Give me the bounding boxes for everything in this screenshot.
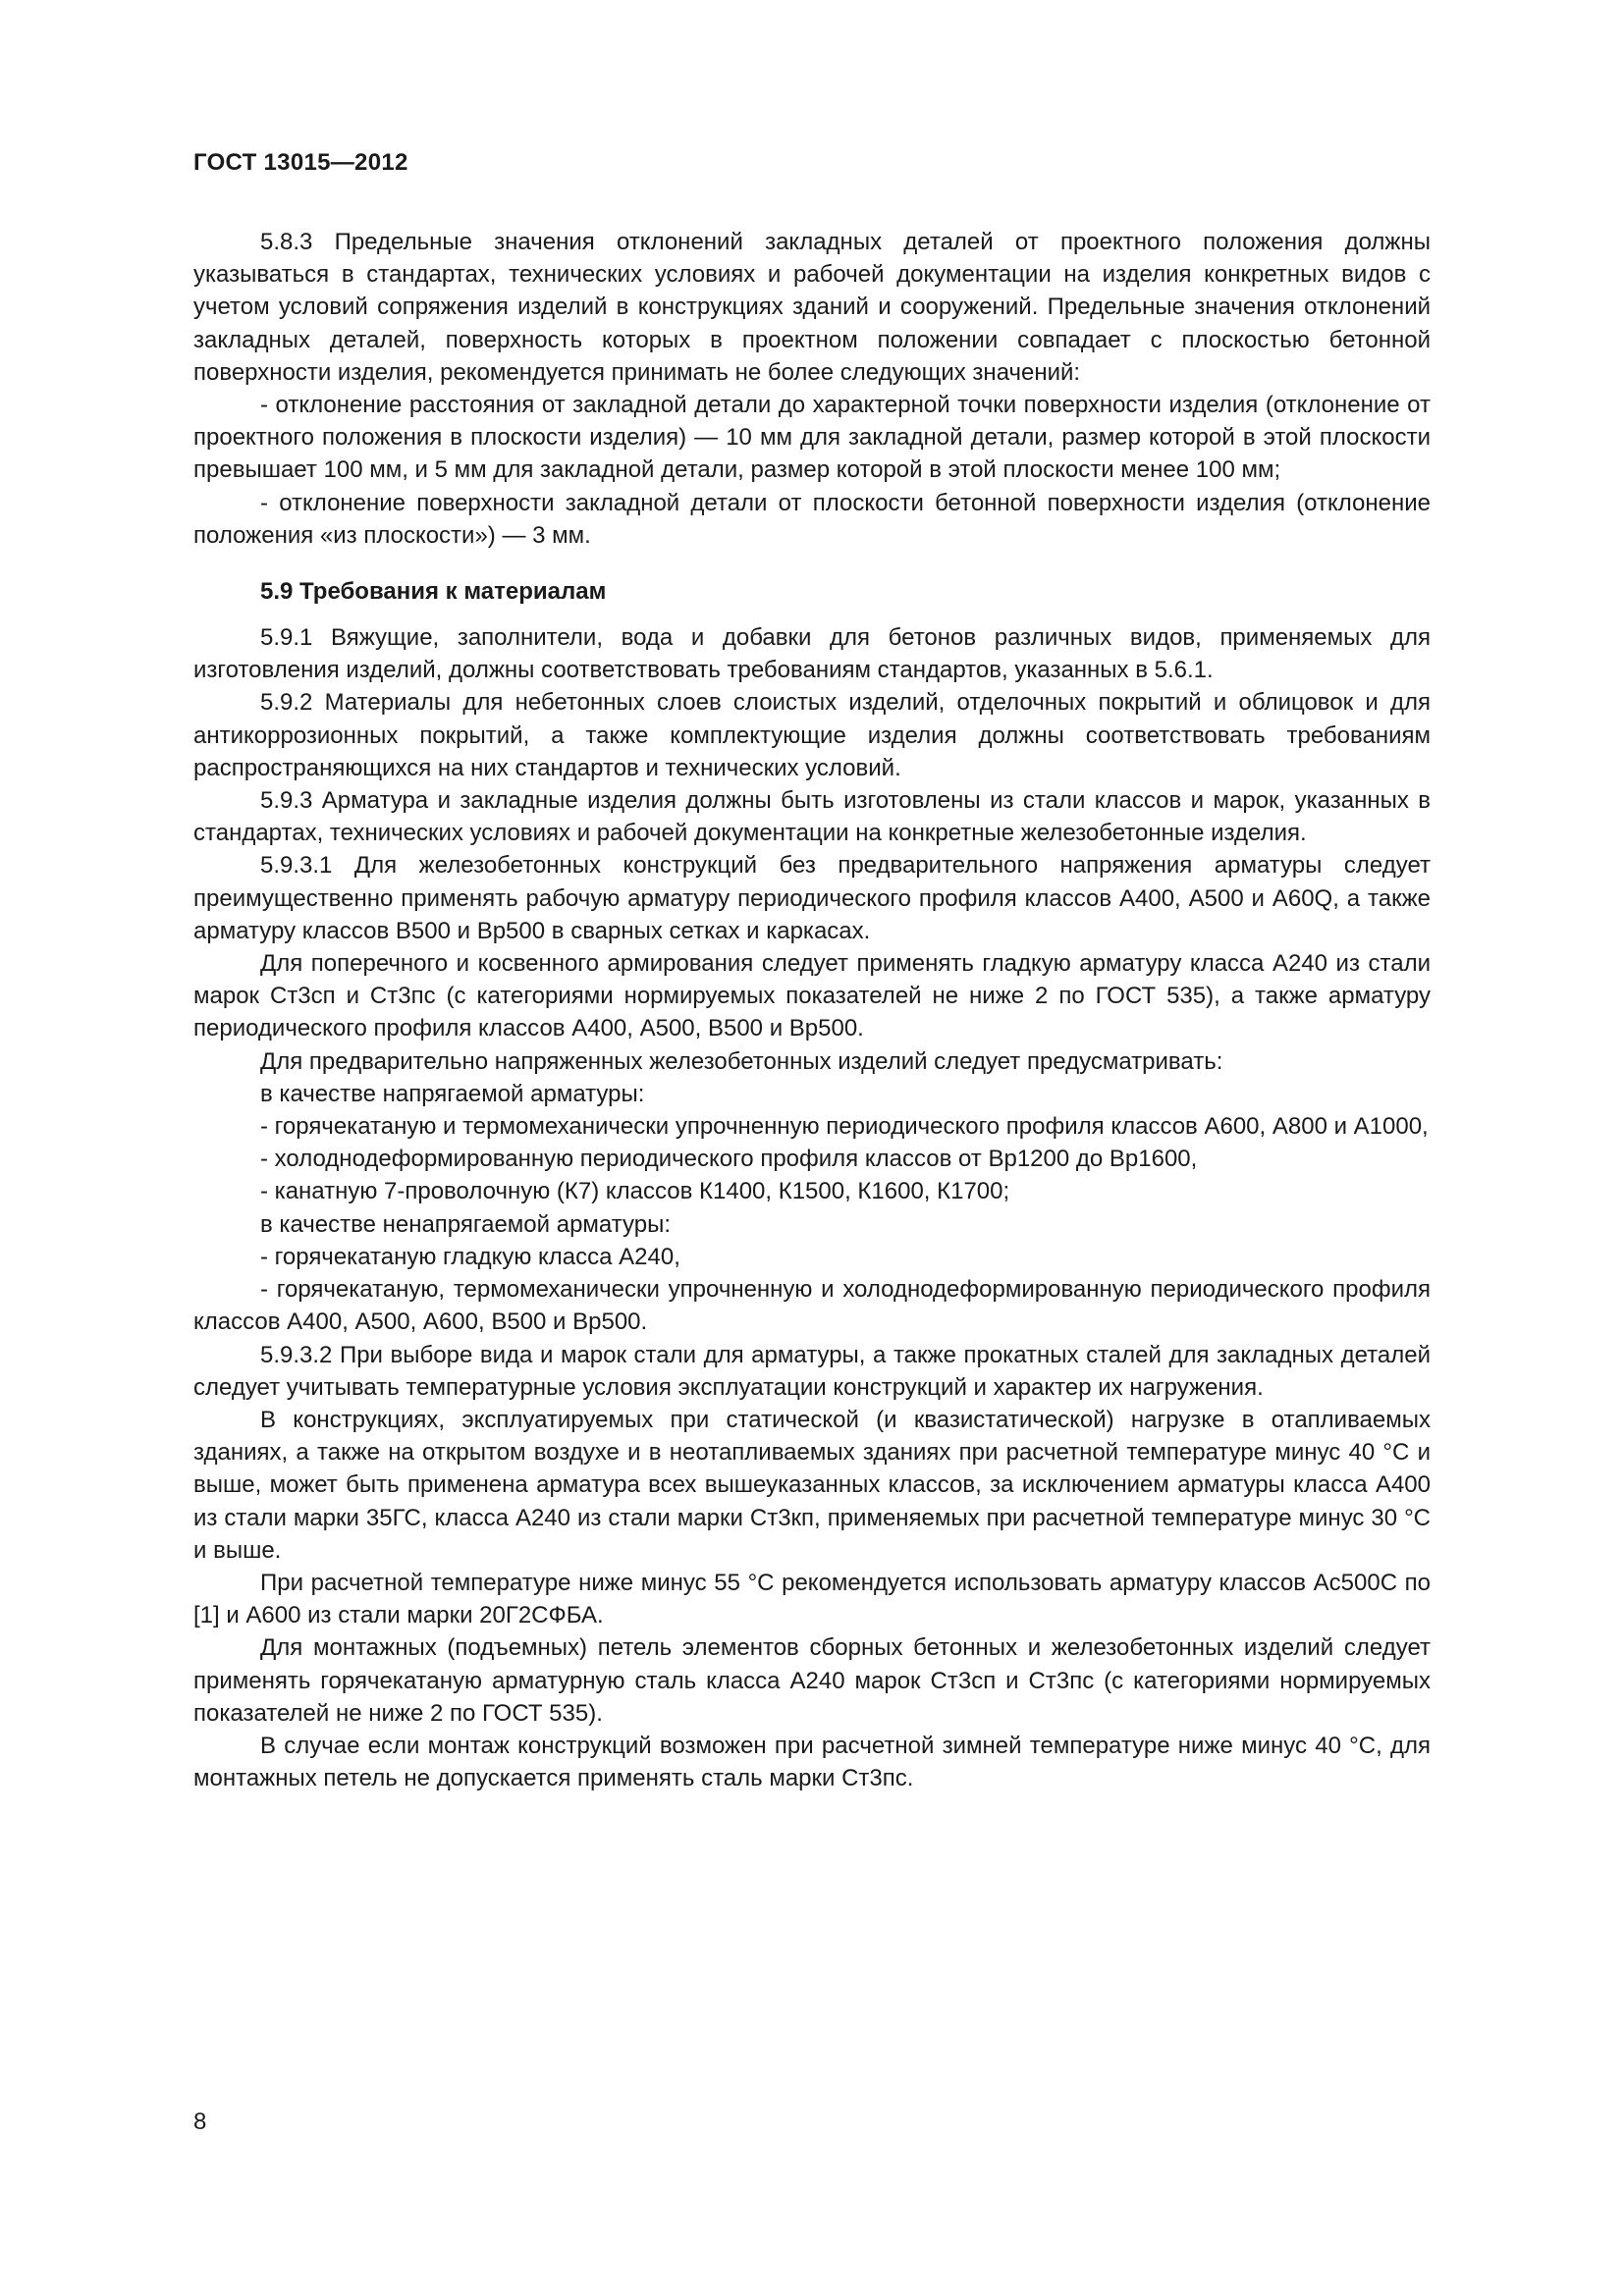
paragraph: При расчетной температуре ниже минус 55 °С рекомендуется использовать арматуру классов Ас500С по [1] и А600 из стали марки 20Г2СФБА.	[193, 1569, 1431, 1629]
paragraph: 5.9.2 Материалы для небетонных слоев слоистых изделий, отделочных покрытий и облицовок и для антикоррозионных покрытий, а также комплектующие изделия должны соответствовать требованиям распространяющихся на них стандартов и технических условий.	[193, 689, 1431, 781]
paragraph: Для поперечного и косвенного армирования следует применять гладкую арматуру класса А240 из стали марок Ст3сп и Ст3пс (с категориями нормируемых показателей не ниже 2 по ГОСТ 535), а также арматуру периодического профиля классов А400, А500, В500 и Вр500.	[193, 950, 1431, 1042]
paragraph: В случае если монтаж конструкций возможен при расчетной зимней температуре ниже минус 40 °С, для монтажных петель не допускается применять сталь марки Ст3пс.	[193, 1732, 1431, 1792]
paragraph: 5.9.3.2 При выборе вида и марок стали для арматуры, а также прокатных сталей для закладных деталей следует учитывать температурные условия эксплуатации конструкций и характер их нагружения.	[193, 1341, 1431, 1401]
paragraph: в качестве напрягаемой арматуры:	[260, 1080, 645, 1107]
paragraph: В конструкциях, эксплуатируемых при статической (и квазистатической) нагрузке в отапливаемых зданиях, а также на открытом воздухе и в неотапливаемых зданиях при расчетной температуре минус 40 °С и выше, может быть применена арматура всех вышеуказанных классов, за исключением арматуры класса А400 из стали марки 35ГС, класса А240 из стали марки Ст3кп, применяемых при расчетной температуре минус 30 °С и выше.	[193, 1406, 1431, 1564]
paragraph: 5.8.3 Предельные значения отклонений закладных деталей от проектного положения должны указываться в стандартах, технических условиях и рабочей документации на изделия конкретных видов с учетом условий сопряжения изделий в конструкциях зданий и сооружений. Предельные значения отклонений закладных деталей, поверхность которых в проектном положении совпадает с плоскостью бетонной поверхности изделия, рекомендуется принимать не более следующих значений:	[193, 229, 1431, 386]
paragraph: Для предварительно напряженных железобетонных изделий следует предусматривать:	[260, 1047, 1223, 1075]
list-item: - горячекатаную, термомеханически упрочненную и холоднодеформированную периодического профиля классов А400, А500, А600, В500 и Вр500.	[193, 1276, 1431, 1336]
document-header: ГОСТ 13015—2012	[193, 149, 408, 176]
list-item: - отклонение поверхности закладной детали от плоскости бетонной поверхности изделия (отклонение положения «из плоскости») — 3 мм.	[193, 489, 1431, 549]
paragraph: 5.9.3 Арматура и закладные изделия должны быть изготовлены из стали классов и марок, указанных в стандартах, технических условиях и рабочей документации на конкретные железобетонные изделия.	[193, 787, 1431, 847]
list-item: - канатную 7-проволочную (К7) классов К1400, К1500, К1600, К1700;	[260, 1178, 1010, 1205]
paragraph: 5.9.1 Вяжущие, заполнители, вода и добавки для бетонов различных видов, применяемых для изготовления изделий, должны соответствовать требованиям стандартов, указанных в 5.6.1.	[193, 624, 1431, 684]
section-heading: 5.9 Требования к материалам	[260, 578, 607, 606]
list-item: - горячекатаную и термомеханически упрочненную периодического профиля классов А600, А800 и А1000,	[260, 1113, 1429, 1141]
paragraph: Для монтажных (подъемных) петель элементов сборных бетонных и железобетонных изделий следует применять горячекатаную арматурную сталь класса А240 марок Ст3сп и Ст3пс (с категориями нормируемых показателей не ниже 2 по ГОСТ 535).	[193, 1634, 1431, 1727]
page-body	[193, 226, 1431, 1794]
paragraph: в качестве ненапрягаемой арматуры:	[260, 1210, 671, 1238]
page-number: 8	[193, 2109, 207, 2135]
list-item: - холоднодеформированную периодического профиля классов от Вр1200 до Вр1600,	[260, 1146, 1198, 1173]
paragraph: 5.9.3.1 Для железобетонных конструкций без предварительного напряжения арматуры следует преимущественно применять рабочую арматуру периодического профиля классов А400, А500 и А60Q, а также арматуру классов В500 и Вр500 в сварных сетках и каркасах.	[193, 852, 1431, 944]
list-item: - горячекатаную гладкую класса А240,	[260, 1243, 680, 1270]
list-item: - отклонение расстояния от закладной детали до характерной точки поверхности изделия (отклонение от проектного положения в плоскости изделия) — 10 мм для закладной детали, размер которой в этой плоскости превышает 100 мм, и 5 мм для закладной детали, размер которой в этой плоскости менее 100 мм;	[193, 392, 1431, 484]
